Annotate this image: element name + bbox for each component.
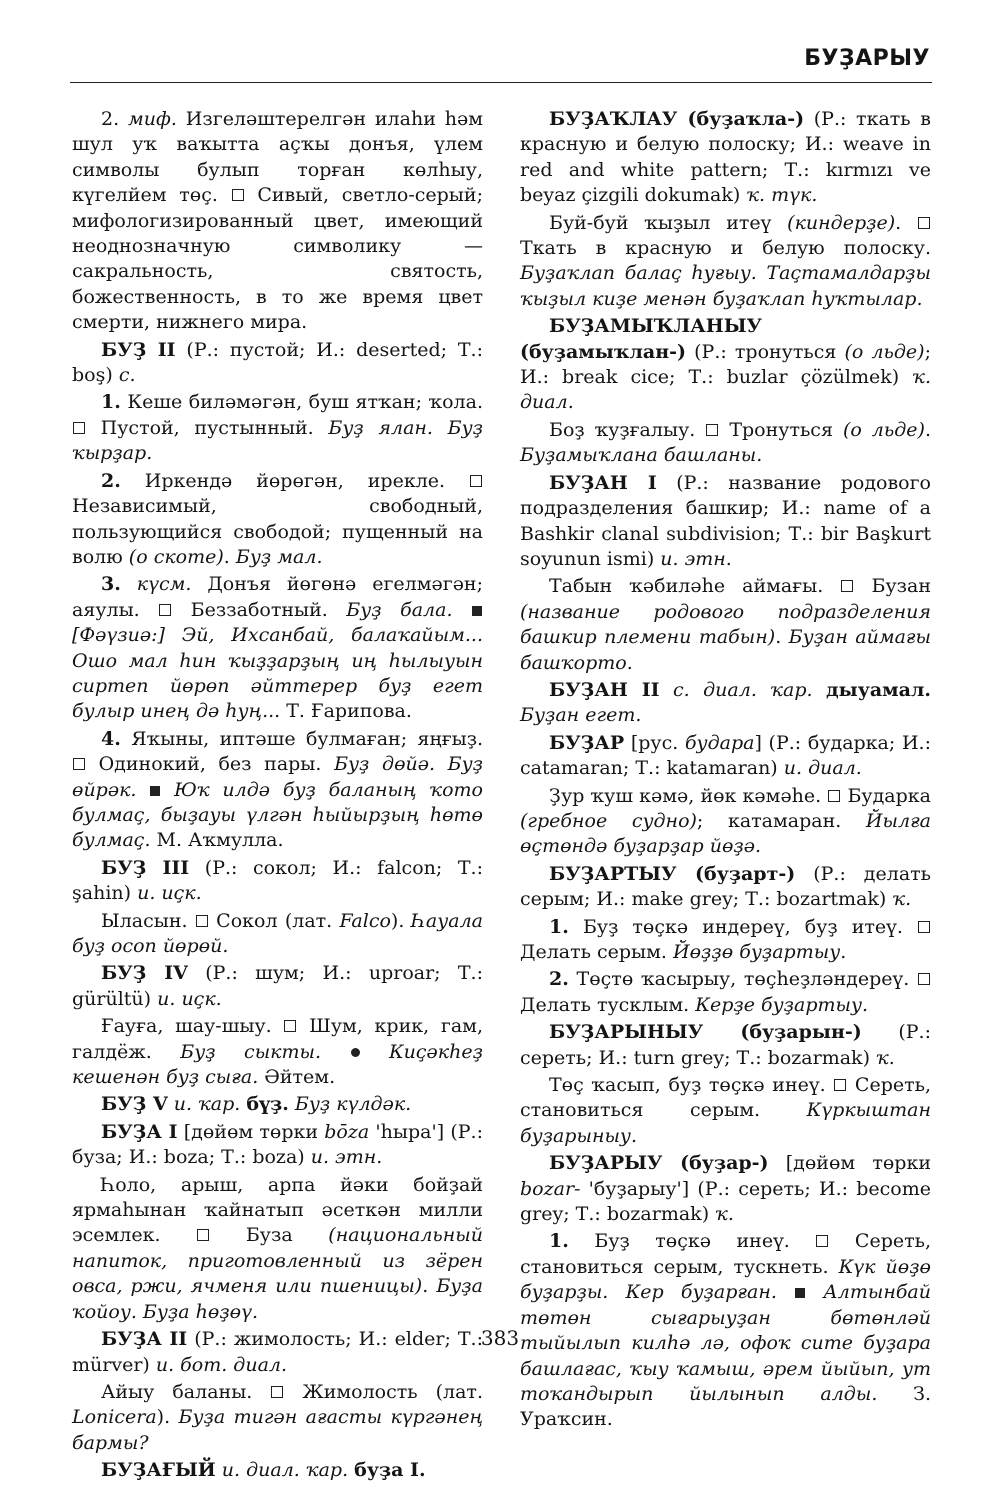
- italic-text: и. диал.: [783, 757, 862, 780]
- headword: БУҘАН II: [549, 678, 660, 701]
- body-text: [136, 779, 149, 801]
- italic-text: будара: [684, 731, 755, 754]
- dictionary-paragraph: [72, 107, 483, 336]
- dictionary-paragraph: [520, 418, 931, 469]
- dictionary-paragraph: [520, 678, 931, 729]
- literary-example-marker-icon: [150, 786, 160, 796]
- translation-marker-icon: [470, 475, 482, 487]
- body-text: Независимый, свободный, пользующийся свободой; пущенный на волю: [72, 495, 483, 568]
- headword: БУҘАМЫҠЛАНЫУ (буҙамыҡлан-): [520, 315, 762, 363]
- italic-text: [Фәүзиә:] Эй, Ихсанбай, балаҡайым... Ошо мал һин ҡыҙҙарҙың иң һылыуын сиртеп йөрөп әйттерер буҙ егет булыр инең дә һуң...: [72, 624, 483, 723]
- italic-text: Йылға өҫтөндә буҙарҙар йөҙә.: [520, 809, 931, 858]
- body-text: .: [422, 1275, 437, 1298]
- translation-marker-icon: [197, 1229, 209, 1241]
- dictionary-paragraph: [520, 784, 931, 860]
- dictionary-paragraph: [520, 574, 931, 676]
- dictionary-paragraph: [72, 1120, 483, 1171]
- dictionary-paragraph: [520, 731, 931, 782]
- body-text: Яҡыны, иптәше булмаған; яңғыҙ.: [120, 727, 483, 750]
- italic-text: ҡ. түк.: [746, 184, 818, 207]
- translation-marker-icon: [284, 1020, 296, 1032]
- dictionary-paragraph: [520, 107, 931, 209]
- italic-text: Буҙамыҡлана башланы.: [520, 444, 763, 467]
- body-text: [дөйөм төрки: [177, 1120, 325, 1143]
- body-text: Айыу баланы.: [101, 1380, 271, 1403]
- translation-marker-icon: [828, 790, 840, 802]
- body-text: Ғауға, шау-шыу.: [101, 1015, 284, 1038]
- body-text: Боҙ ҡуҙғалыу.: [549, 418, 706, 441]
- body-text: (Р.: ткать в красную и белую полоску; И.: weave in red and white pattern; Т.: kırmızı ve beyaz çizgili dokumak): [520, 108, 931, 207]
- body-text: ; И.: break cice; Т.: buzlar çözülmek): [520, 340, 931, 389]
- dictionary-paragraph: [72, 856, 483, 907]
- headword: БУҘ V: [101, 1093, 168, 1116]
- body-text: Бузан: [854, 575, 931, 598]
- headword: БУҘАР: [549, 731, 625, 754]
- body-text: [660, 679, 673, 701]
- body-text: Делать серым.: [520, 941, 674, 963]
- headword: 1.: [549, 1230, 569, 1253]
- italic-text: Йөҙҙө буҙартыу.: [673, 941, 847, 963]
- body-text: .: [924, 418, 931, 441]
- italic-text: Буҙ сыкты.: [180, 1040, 322, 1063]
- italic-text: Буҙаҡлап балаҫ һуғыу. Таҫтамалдарҙы ҡыҙыл киҙе менән буҙаҡлап һуҡтылар.: [520, 262, 931, 310]
- headword: бүҙ.: [246, 1093, 289, 1116]
- body-text: ] (Р.: бударка; И.: catamaran; Т.: katamaran): [520, 731, 931, 780]
- body-text: Төҫтө ҡасырыу, төҫһеҙләндереү.: [568, 968, 917, 991]
- headword: БУҘА I: [101, 1120, 178, 1143]
- translation-marker-icon: [271, 1386, 283, 1398]
- headword: БУҘАРТЫУ (буҙарт-): [549, 862, 796, 885]
- body-text: (Р.: делать серым; И.: make grey; Т.: bozartmak): [520, 862, 931, 911]
- body-text: [361, 1041, 389, 1063]
- dictionary-paragraph: [520, 314, 931, 416]
- body-text: Сивый, светло-серый; мифологизированный цвет, имеющий неоднозначную символику — сакральность, святость, божественность, в то же время цвет смерти, нижнего мира.: [72, 184, 483, 334]
- headword: БУҘ III: [101, 856, 190, 879]
- headword: БУҘАРЫУ (буҙар-): [549, 1152, 769, 1175]
- italic-text: Буҙа ҡойоу. Буҙа һөҙөү.: [72, 1275, 483, 1323]
- translation-marker-icon: [73, 758, 85, 770]
- italic-text: Буҙ күлдәк.: [294, 1093, 412, 1116]
- dictionary-paragraph: [72, 1458, 483, 1483]
- dictionary-paragraph: [520, 471, 931, 573]
- headword: БУҘАҠЛАУ (буҙаҡла-): [549, 108, 805, 130]
- italic-text: Киҫәкһеҙ кешенән буҙ сыға.: [72, 1040, 483, 1089]
- italic-text: bōza: [324, 1120, 370, 1143]
- translation-marker-icon: [841, 580, 853, 592]
- body-text: ).: [390, 909, 412, 932]
- italic-text: Буҙан аймағы башҡорто.: [520, 626, 931, 674]
- italic-text: Күк йөҙө буҙарҙы. Кер буҙарған.: [520, 1255, 931, 1304]
- dictionary-paragraph: [72, 1014, 483, 1090]
- body-text: Беззаботный.: [172, 598, 347, 621]
- italic-text: и. бот. диал.: [155, 1353, 288, 1376]
- headword: 3.: [101, 573, 121, 596]
- body-text: Сереть, становиться серым.: [520, 1074, 932, 1122]
- body-text: (Р.: жимолость; И.: elder; Т.: mürver): [72, 1328, 483, 1376]
- italic-text: и. диал. ҡар.: [221, 1459, 349, 1482]
- body-text: 'буҙарыу'] (Р.: сереть; И.: become grey; Т.: bozarmak): [520, 1177, 931, 1226]
- italic-text: (название родового подразделения башкир племени табын): [520, 600, 931, 649]
- body-text: Донъя йөгөнә егелмәгән; аяулы.: [72, 573, 484, 621]
- body-text: [121, 573, 137, 595]
- body-text: З. Ураҡсин.: [520, 1382, 931, 1431]
- headword: 1.: [101, 391, 121, 414]
- italic-text: и. иҫк.: [157, 987, 222, 1010]
- body-text: Делать тусклым.: [520, 993, 696, 1016]
- translation-marker-icon: [918, 973, 930, 985]
- body-text: Буй-буй ҡыҙыл итеү: [549, 211, 788, 234]
- body-text: (Р.: сокол; И.: falcon; Т.: şahin): [72, 856, 483, 905]
- dictionary-paragraph: [520, 1020, 931, 1071]
- italic-text: Буҙ ялан. Буҙ ҡырҙар.: [72, 416, 483, 465]
- italic-text: и. этн.: [660, 547, 732, 570]
- right-column: [520, 107, 931, 1435]
- dictionary-paragraph: [72, 572, 483, 724]
- headword: буҙа I.: [354, 1459, 426, 1482]
- running-head: БУҘАРЫУ: [804, 46, 930, 71]
- translation-marker-icon: [159, 604, 171, 616]
- italic-text: ҡ.: [876, 1046, 895, 1069]
- translation-marker-icon: [834, 1079, 846, 1091]
- dictionary-paragraph: [72, 727, 483, 854]
- body-text: [161, 779, 174, 801]
- italic-text: ҡ.: [715, 1203, 734, 1226]
- italic-text: Буҙан егет.: [520, 704, 642, 727]
- italic-text: Күркыштан буҙарыныу.: [520, 1099, 931, 1147]
- italic-text: күсм.: [136, 573, 192, 596]
- italic-text: Lonicera: [72, 1406, 157, 1429]
- headword: 1.: [549, 915, 569, 938]
- body-text: [806, 1281, 823, 1303]
- dictionary-paragraph: [520, 1073, 931, 1149]
- headword: 2.: [549, 968, 569, 991]
- headword: 2.: [101, 469, 121, 492]
- body-text: Һоло, арыш, арпа йәки бойҙай ярмаһынан ҡайнатып әсеткән милли эсемлек.: [72, 1173, 483, 1247]
- translation-marker-icon: [73, 422, 85, 434]
- translation-marker-icon: [232, 189, 244, 201]
- body-text: Буҙ төҫкә индереү, буҙ итеү.: [568, 915, 917, 938]
- body-text: Сереть, становиться серым, тускнеть.: [520, 1230, 931, 1278]
- italic-text: и. этн.: [310, 1146, 383, 1169]
- body-text: .: [223, 545, 236, 568]
- italic-text: Һауала буҙ осоп йөрөй.: [72, 909, 484, 957]
- body-text: Ҙур ҡуш кәмә, йөк кәмәһе.: [549, 784, 828, 807]
- translation-marker-icon: [816, 1235, 828, 1247]
- body-text: Жимолость (лат.: [284, 1380, 483, 1403]
- body-text: [453, 599, 471, 621]
- body-text: М. Аҡмулла.: [150, 829, 284, 852]
- header-rule: [70, 82, 932, 83]
- body-text: [813, 679, 826, 701]
- body-text: ; катамаран.: [696, 809, 866, 832]
- body-text: [дөйөм төрки: [768, 1152, 931, 1175]
- translation-marker-icon: [918, 921, 930, 933]
- body-text: (Р.: пустой; И.: deserted; Т.: boş): [72, 338, 483, 387]
- body-text: Ткать в красную и белую полоску.: [520, 237, 931, 260]
- body-text: Иркендә йөрөгән, ирекле.: [120, 469, 469, 492]
- body-text: Одинокий, без пары.: [86, 753, 335, 776]
- italic-text: и. иҫк.: [137, 882, 202, 905]
- body-text: .: [895, 211, 917, 234]
- headword: БУҘАН I: [549, 471, 657, 494]
- italic-text: (о льде): [844, 340, 925, 363]
- italic-text: (национальный напиток, приготовленный из зёрен овса, ржи, ячменя или пшеницы): [72, 1224, 483, 1298]
- body-text: Төҫ ҡасып, буҙ төҫкә инеү.: [549, 1074, 834, 1097]
- italic-text: (о скоте): [128, 545, 224, 568]
- italic-text: (о льде): [842, 418, 925, 441]
- translation-marker-icon: [918, 217, 930, 229]
- headword: БУҘА II: [101, 1328, 188, 1351]
- italic-text: ҡ.: [892, 888, 912, 911]
- body-text: Сокол (лат.: [208, 909, 340, 932]
- translation-marker-icon: [196, 915, 208, 927]
- headword: БУҘАРЫНЫУ (буҙарын-): [549, 1021, 862, 1044]
- body-text: [777, 1281, 794, 1303]
- italic-text: (гребное судно): [520, 809, 697, 832]
- italic-text: (киндерҙе): [787, 211, 896, 234]
- headword: БУҘ IV: [101, 962, 188, 985]
- dictionary-paragraph: [72, 961, 483, 1012]
- headword: дыуамал.: [825, 678, 931, 701]
- body-text: .: [775, 626, 789, 649]
- body-text: (Р.: тронуться: [686, 340, 845, 363]
- italic-text: и. ҡар.: [173, 1093, 241, 1116]
- page-number: 383: [480, 1326, 520, 1350]
- body-text: Табын ҡәбиләһе аймағы.: [549, 575, 841, 598]
- translation-marker-icon: [706, 424, 718, 436]
- body-text: 2.: [101, 108, 129, 130]
- italic-text: Falco: [339, 909, 391, 932]
- body-text: Т. Ғарипова.: [280, 700, 412, 723]
- dictionary-paragraph: [520, 915, 931, 966]
- body-text: Буза: [210, 1224, 329, 1247]
- italic-text: Алтынбай төтөн сығарыуҙан бөтөнләй тыйылып килһә лә, офоҡ сите буҙара башлағас, ҡыу ҡамыш, әрем йыйып, ут тоҡандырып йылынып алды.: [520, 1281, 931, 1405]
- dictionary-paragraph: [72, 1092, 483, 1117]
- dictionary-paragraph: [72, 1173, 483, 1325]
- body-text: Ыласын.: [101, 909, 195, 932]
- body-text: (Р.: сереть; И.: turn grey; Т.: bozarmak): [520, 1021, 931, 1069]
- body-text: Кеше биләмәгән, буш ятҡан; ҡола.: [120, 391, 483, 414]
- italic-text: с.: [118, 364, 136, 387]
- dictionary-paragraph: [520, 862, 931, 913]
- body-text: 'һыра'] (Р.: буза; И.: boza; Т.: boza): [72, 1120, 483, 1169]
- italic-text: Буҙ бала.: [346, 598, 453, 621]
- italic-text: Буҙ мал.: [235, 545, 323, 568]
- body-text: (Р.: название родового подразделения башкир; И.: name of a Bashkir clanal subdivision; Т.: bir Başkurt soyunun ismi): [520, 471, 931, 570]
- body-text: ).: [156, 1406, 179, 1429]
- dictionary-paragraph: [520, 1151, 931, 1227]
- italic-text: с. диал. ҡар.: [673, 678, 813, 701]
- body-text: [рус.: [624, 731, 685, 754]
- body-text: Тронуться: [719, 418, 843, 441]
- dictionary-paragraph: [72, 469, 483, 571]
- italic-text: Юҡ илдә буҙ баланың ҡото булмаҫ, быҙауы үлгән һыйырҙың һөтө булмаҫ.: [72, 778, 483, 852]
- body-text: (Р.: шум; И.: uproar; Т.: gürültü): [72, 962, 483, 1010]
- body-text: Пустой, пустынный.: [86, 416, 329, 439]
- body-text: Бударка: [841, 784, 931, 807]
- dictionary-paragraph: [72, 909, 483, 960]
- literary-example-marker-icon: [472, 606, 482, 616]
- headword: 4.: [101, 727, 121, 750]
- italic-text: Буҙ дөйә. Буҙ өйрәк.: [72, 753, 483, 801]
- italic-text: Керҙе буҙартыу.: [695, 993, 869, 1016]
- dictionary-paragraph: [520, 967, 931, 1018]
- dictionary-paragraph: [72, 338, 483, 389]
- proverb-marker-icon: [351, 1048, 360, 1057]
- dictionary-paragraph: [72, 1380, 483, 1456]
- dictionary-paragraph: [520, 211, 931, 313]
- italic-text: миф.: [128, 108, 177, 130]
- body-text: Шум, крик, гам, галдёж.: [72, 1015, 483, 1063]
- body-text: Әйтем.: [258, 1066, 336, 1089]
- left-column: [72, 107, 483, 1486]
- literary-example-marker-icon: [795, 1288, 805, 1298]
- italic-text: Буҙа тигән ағасты күргәнең бармы?: [72, 1406, 483, 1454]
- body-text: Изгеләштерелгән илаһи һәм шул уҡ ваҡытта аҫҡы донъя, үлем символы булып торған көлһыу, күгелйем төҫ.: [72, 108, 483, 207]
- body-text: Буҙ төҫкә инеү.: [568, 1230, 816, 1253]
- italic-text: bozar-: [520, 1177, 581, 1200]
- headword: БУҘАҒЫЙ: [101, 1459, 216, 1482]
- body-text: [321, 1041, 349, 1063]
- headword: БУҘ II: [101, 338, 176, 361]
- dictionary-paragraph: [72, 390, 483, 466]
- italic-text: ҡ. диал.: [520, 366, 931, 414]
